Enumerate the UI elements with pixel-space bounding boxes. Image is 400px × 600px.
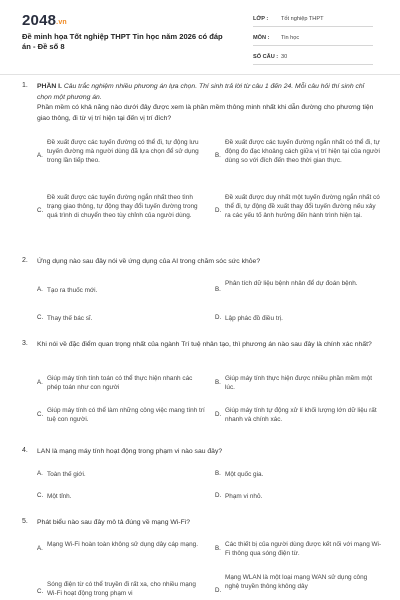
site-logo[interactable] (22, 12, 67, 29)
question-text: Phát biểu nào sau đây mô tả đúng về mạng Wi-Fi? (37, 519, 191, 526)
part-heading: PHẦN I. (37, 83, 62, 90)
info-row-count (253, 49, 373, 65)
info-row-class (253, 11, 373, 27)
option-letter: B. (215, 152, 221, 159)
header (0, 0, 400, 68)
option-text: Đề xuất được duy nhất một tuyến đường ngắn nhất có thể đi, tự động đề xuất thay đổi tuyến đường nếu xảy ra các yếu tố ảnh hưởng đến hành trình hiện tại. (225, 194, 380, 220)
option-letter: B. (215, 545, 221, 552)
option-text: Mạng Wi-Fi hoàn toàn không sử dụng dây cáp mạng. (47, 541, 198, 548)
header-divider (0, 74, 400, 75)
question-text: Ứng dụng nào sau đây nói về ứng dụng của AI trong chăm sóc sức khỏe? (37, 258, 261, 265)
option-letter: D. (215, 492, 222, 499)
option-letter: C. (37, 492, 44, 499)
option-letter: B. (215, 470, 221, 477)
option-text: Giúp máy tính có thể làm những công việc mang tính trí tuệ con người. (47, 407, 205, 424)
option-letter: D. (215, 411, 222, 418)
question-number: 5. (22, 518, 28, 525)
option-letter: D. (215, 587, 222, 594)
question-number: 4. (22, 447, 28, 454)
logo-suffix: .vn (56, 19, 67, 26)
option-letter: C. (37, 207, 44, 214)
option-text: Các thiết bị của người dùng được kết nối với mạng Wi-Fi thông qua sóng điện từ. (225, 541, 382, 558)
option-letter: C. (37, 314, 44, 321)
option-text: Lập phác đồ điều trị. (225, 315, 283, 322)
option-letter: A. (37, 152, 43, 159)
option-letter: C. (37, 411, 44, 418)
option-text: Một quốc gia. (225, 471, 264, 478)
option-letter: A. (37, 545, 43, 552)
option-text: Sóng điện từ có thể truyền đi rất xa, cho nhiều mạng Wi-Fi hoạt động trong phạm vi (47, 581, 196, 598)
info-row-subject (253, 30, 373, 46)
option-text: Đề xuất được các tuyến đường ngắn nhất theo tình trạng giao thông, tự động thay đổi tuyến đường trong quá trình di chuyển theo tùy chỉnh của người dùng. (47, 194, 198, 220)
info-value: Tốt nghiệp THPT (281, 15, 324, 22)
option-text: Giúp máy tính thực hiện được nhiều phần mềm một lúc. (225, 375, 373, 392)
option-text: Phân tích dữ liệu bệnh nhân để dự đoán bệnh. (225, 280, 358, 287)
option-letter: D. (215, 207, 222, 214)
option-text: Tạo ra thuốc mới. (47, 287, 98, 294)
question-text: Khi nói về đặc điểm quan trọng nhất của ngành Trí tuệ nhân tạo, thì phương án nào sau đây là chính xác nhất? (37, 341, 372, 348)
question-stem: Phần mềm có khả năng nào dưới đây được xem là phần mềm thông minh nhất khi dẫn đường cho phương tiện giao thông, đi từ vị trí hiện tại đến vị trí đích? (37, 104, 374, 122)
option-text: Phạm vi nhỏ. (225, 493, 263, 500)
info-label: LỚP : (253, 15, 269, 22)
option-text: Toàn thế giới. (47, 471, 86, 478)
option-letter: B. (215, 286, 221, 293)
info-label: SỐ CÂU : (253, 53, 279, 60)
option-letter: A. (37, 379, 43, 386)
option-text: Thay thế bác sĩ. (47, 315, 93, 322)
option-letter: A. (37, 470, 43, 477)
option-letter: C. (37, 588, 44, 595)
question-text (37, 82, 377, 124)
option-text: Giúp máy tính tự động xử lí khối lượng lớn dữ liệu rất nhanh và chính xác. (225, 407, 377, 424)
question-text: LAN là mạng máy tính hoạt động trong phạm vi nào sau đây? (37, 448, 223, 455)
option-letter: D. (215, 314, 222, 321)
option-letter: A. (37, 286, 43, 293)
info-label: MÔN : (253, 34, 270, 41)
option-text: Đề xuất được các tuyến đường có thể đi, tự động lưu tuyến đường mà người dùng đã lựa chọn để sử dụng trong lần tiếp theo. (47, 139, 199, 165)
option-text: Mạng WLAN là một loại mạng WAN sử dụng công nghệ truyền thông không dây (225, 574, 368, 591)
option-text: Đề xuất được các tuyến đường ngắn nhất có thể đi, tự động đo đạc khoảng cách giữa vị trí hiện tại của người dùng so với đích đến theo thời gian thực. (225, 139, 380, 165)
option-letter: B. (215, 379, 221, 386)
info-value: 30 (281, 53, 288, 60)
part-instructions: Câu trắc nghiệm nhiều phương án lựa chọn. Thí sinh trả lời từ câu 1 đến 24. Mỗi câu hỏi thí sinh chỉ chọn một phương án. (37, 83, 365, 101)
page-title: Đề minh họa Tốt nghiệp THPT Tin học năm 2026 có đáp án - Đề số 8 (22, 32, 223, 51)
option-text: Một tỉnh. (47, 493, 72, 500)
logo-text: 2048 (22, 12, 57, 29)
question-number: 1. (22, 82, 28, 89)
question-number: 3. (22, 340, 28, 347)
question-number: 2. (22, 257, 28, 264)
option-text: Giúp máy tính tính toán có thể thực hiện nhanh các phép toán như con người (47, 375, 193, 392)
exam-info-box (253, 11, 373, 68)
info-value: Tin học (281, 34, 300, 41)
